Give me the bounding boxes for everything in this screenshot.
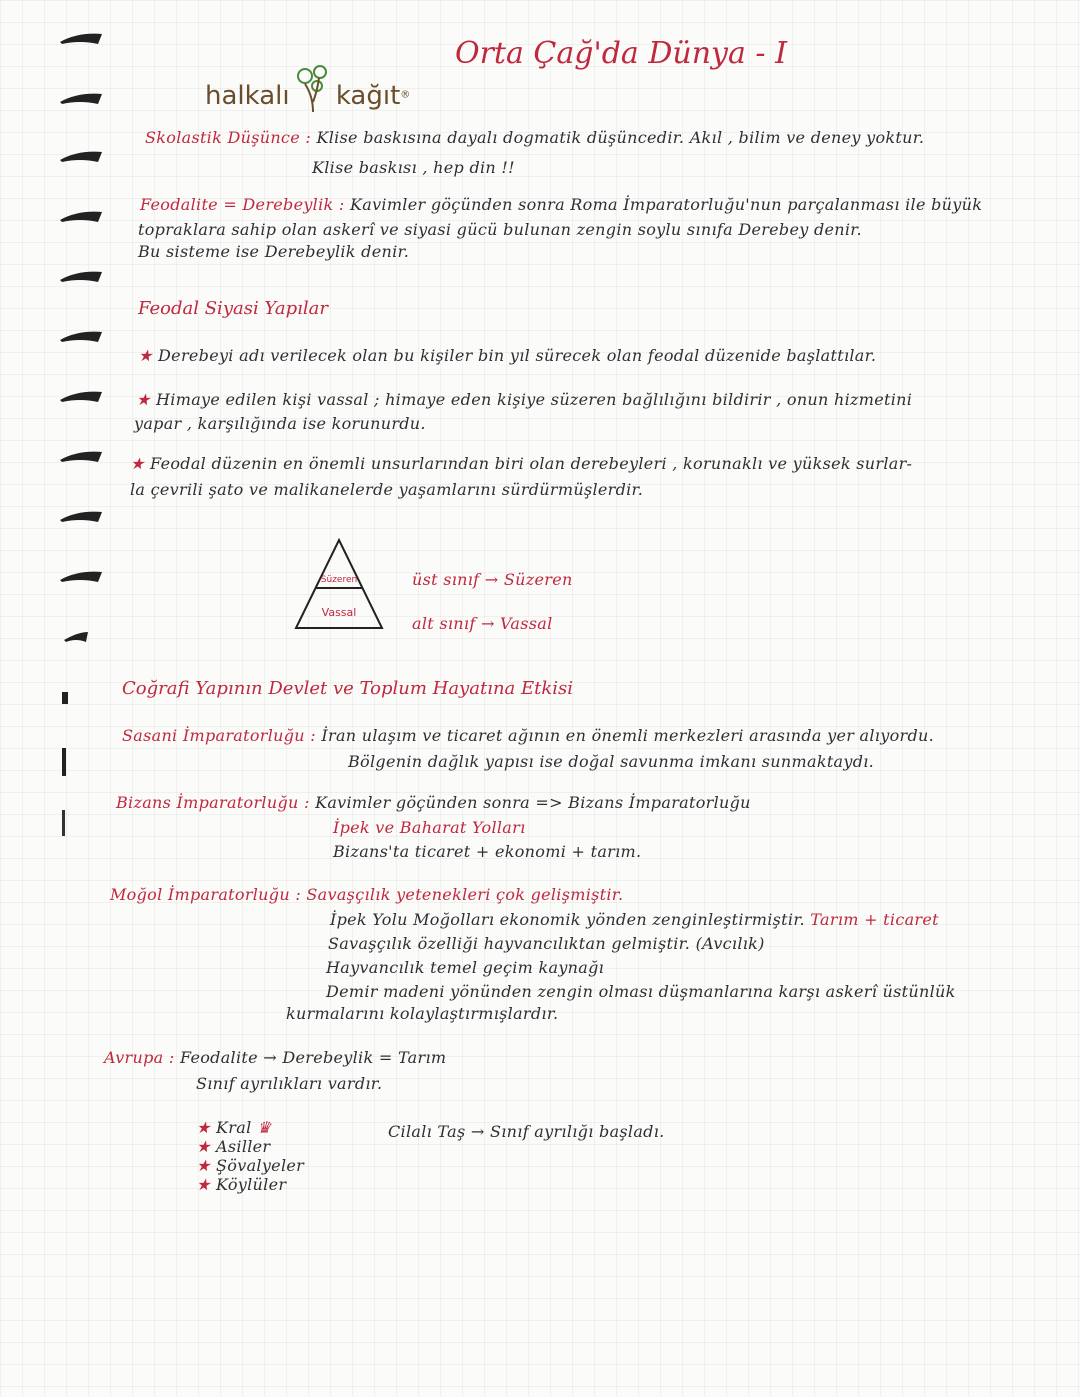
list-item-label: Şövalyeler bbox=[216, 1156, 305, 1175]
ring-icon bbox=[58, 628, 104, 642]
sasani-line2: Bölgenin dağlık yapısı ise doğal savunma imkanı sunmaktaydı. bbox=[348, 752, 875, 771]
avrupa-term: Avrupa : bbox=[104, 1048, 175, 1067]
mogol-line1: Savaşçılık yetenekleri çok gelişmiştir. bbox=[306, 885, 624, 904]
cografi-heading: Coğrafi Yapının Devlet ve Toplum Hayatına Etkisi bbox=[122, 678, 574, 699]
feodalite-line1: Kavimler göçünden sonra Roma İmparatorluğu'nun parçalanması ile büyük bbox=[349, 195, 983, 214]
ring-icon bbox=[58, 748, 104, 762]
feodal-bullet-1-text: Derebeyi adı verilecek olan bu kişiler bin yıl sürecek olan feodal düzenide başlattılar. bbox=[158, 346, 877, 365]
avrupa-line1: Feodalite → Derebeylik = Tarım bbox=[179, 1048, 447, 1067]
bottom-class-desc: alt sınıf bbox=[412, 614, 476, 633]
mogol-block bbox=[110, 885, 623, 904]
arrow-right-icon: → bbox=[484, 570, 504, 589]
star-icon: ★ bbox=[196, 1118, 211, 1137]
list-item bbox=[196, 1137, 304, 1156]
feodal-bullet-3-cont: la çevrili şato ve malikanelerde yaşamlarını sürdürmüşlerdir. bbox=[130, 480, 644, 499]
ring-icon bbox=[58, 268, 104, 282]
logo-left-text: halkalı bbox=[205, 81, 290, 111]
list-item bbox=[196, 1118, 304, 1137]
star-icon: ★ bbox=[130, 454, 145, 473]
bizans-line1: Kavimler göçünden sonra => Bizans İmparatorluğu bbox=[315, 793, 751, 812]
bizans-block bbox=[116, 793, 751, 812]
feodal-siyasi-heading: Feodal Siyasi Yapılar bbox=[138, 298, 329, 319]
spiral-binding bbox=[58, 20, 118, 880]
sasani-block bbox=[122, 726, 934, 745]
mogol-line4: Hayvancılık temel geçim kaynağı bbox=[326, 958, 605, 977]
ring-icon bbox=[58, 328, 104, 342]
star-icon: ★ bbox=[136, 390, 151, 409]
ring-icon bbox=[58, 508, 104, 522]
skolastik-term: Skolastik Düşünce : bbox=[145, 128, 312, 147]
list-item bbox=[196, 1156, 304, 1175]
top-class-desc: üst sınıf bbox=[412, 570, 480, 589]
crown-icon: ♛ bbox=[256, 1118, 272, 1137]
brand-logo bbox=[205, 62, 410, 118]
star-icon: ★ bbox=[196, 1175, 211, 1194]
pyramid-diagram bbox=[292, 536, 386, 632]
avrupa-line2: Sınıf ayrılıkları vardır. bbox=[196, 1074, 383, 1093]
ring-icon bbox=[58, 688, 104, 702]
ring-icon bbox=[58, 568, 104, 582]
tree-logo-icon bbox=[293, 62, 333, 118]
mogol-line5: Demir madeni yönünden zengin olması düşmanlarına karşı askerî üstünlük bbox=[326, 982, 956, 1001]
page-title: Orta Çağ'da Dünya - I bbox=[455, 36, 787, 71]
skolastik-line1: Klise baskısına dayalı dogmatik düşüncedir. Akıl , bilim ve deney yoktur. bbox=[316, 128, 925, 147]
pyramid-top-row bbox=[412, 570, 573, 589]
star-icon: ★ bbox=[138, 346, 153, 365]
list-item-label: Kral bbox=[216, 1118, 252, 1137]
feodalite-line2: topraklara sahip olan askerî ve siyasi gücü bulunan zengin soylu sınıfa Derebey denir. bbox=[138, 220, 862, 239]
feodal-bullet-2-text: Himaye edilen kişi vassal ; himaye eden kişiye süzeren bağlılığını bildirir , onun hizmetini bbox=[156, 390, 913, 409]
skolastik-line2: Klise baskısı , hep din !! bbox=[312, 158, 515, 177]
ring-icon bbox=[58, 148, 104, 162]
feodal-bullet-2-cont: yapar , karşılığında ise korunurdu. bbox=[134, 414, 426, 433]
feodal-bullet-3-text: Feodal düzenin en önemli unsurlarından biri olan derebeyleri , korunaklı ve yüksek surlar- bbox=[150, 454, 913, 473]
list-item-label: Köylüler bbox=[216, 1175, 287, 1194]
list-item-label: Asiller bbox=[216, 1137, 271, 1156]
avrupa-note: Cilalı Taş → Sınıf ayrılığı başladı. bbox=[388, 1122, 665, 1141]
pyramid-bottom-row bbox=[412, 614, 553, 633]
arrow-right-icon: → bbox=[480, 614, 501, 633]
feodalite-term: Feodalite = Derebeylik : bbox=[140, 195, 345, 214]
logo-right-text: kağıt bbox=[335, 81, 401, 111]
mogol-line2-text: İpek Yolu Moğolları ekonomik yönden zenginleştirmiştir. bbox=[330, 910, 805, 929]
feodal-bullet-2 bbox=[136, 390, 912, 409]
ring-icon bbox=[58, 448, 104, 462]
bizans-term: Bizans İmparatorluğu : bbox=[116, 793, 310, 812]
skolastik-block bbox=[145, 128, 924, 147]
bizans-line2: İpek ve Baharat Yolları bbox=[333, 818, 526, 837]
feodal-bullet-1 bbox=[138, 346, 876, 365]
bizans-line3: Bizans'ta ticaret + ekonomi + tarım. bbox=[333, 842, 642, 861]
bottom-class-value: Vassal bbox=[500, 614, 553, 633]
ring-icon bbox=[58, 30, 104, 44]
pyramid-bottom-label: Vassal bbox=[321, 606, 357, 619]
mogol-line2 bbox=[330, 910, 939, 929]
pyramid-top-label: Süzeren bbox=[320, 575, 358, 585]
feodal-bullet-3 bbox=[130, 454, 912, 473]
feodalite-block bbox=[140, 195, 982, 214]
ring-icon bbox=[58, 208, 104, 222]
ring-icon bbox=[58, 388, 104, 402]
mogol-line3: Savaşçılık özelliği hayvancılıktan gelmiştir. (Avcılık) bbox=[328, 934, 765, 953]
registered-mark: ® bbox=[400, 89, 411, 101]
mogol-term: Moğol İmparatorluğu : bbox=[110, 885, 302, 904]
feodalite-line3: Bu sisteme ise Derebeylik denir. bbox=[138, 242, 410, 261]
ring-icon bbox=[58, 810, 104, 824]
mogol-line2-highlight: Tarım + ticaret bbox=[810, 910, 939, 929]
avrupa-list bbox=[196, 1118, 304, 1194]
avrupa-block bbox=[104, 1048, 446, 1067]
top-class-value: Süzeren bbox=[503, 570, 573, 589]
list-item bbox=[196, 1175, 304, 1194]
ring-icon bbox=[58, 90, 104, 104]
sasani-line1: İran ulaşım ve ticaret ağının en önemli merkezleri arasında yer alıyordu. bbox=[321, 726, 934, 745]
sasani-term: Sasani İmparatorluğu : bbox=[122, 726, 316, 745]
star-icon: ★ bbox=[196, 1137, 211, 1156]
star-icon: ★ bbox=[196, 1156, 211, 1175]
mogol-line6: kurmalarını kolaylaştırmışlardır. bbox=[286, 1004, 559, 1023]
